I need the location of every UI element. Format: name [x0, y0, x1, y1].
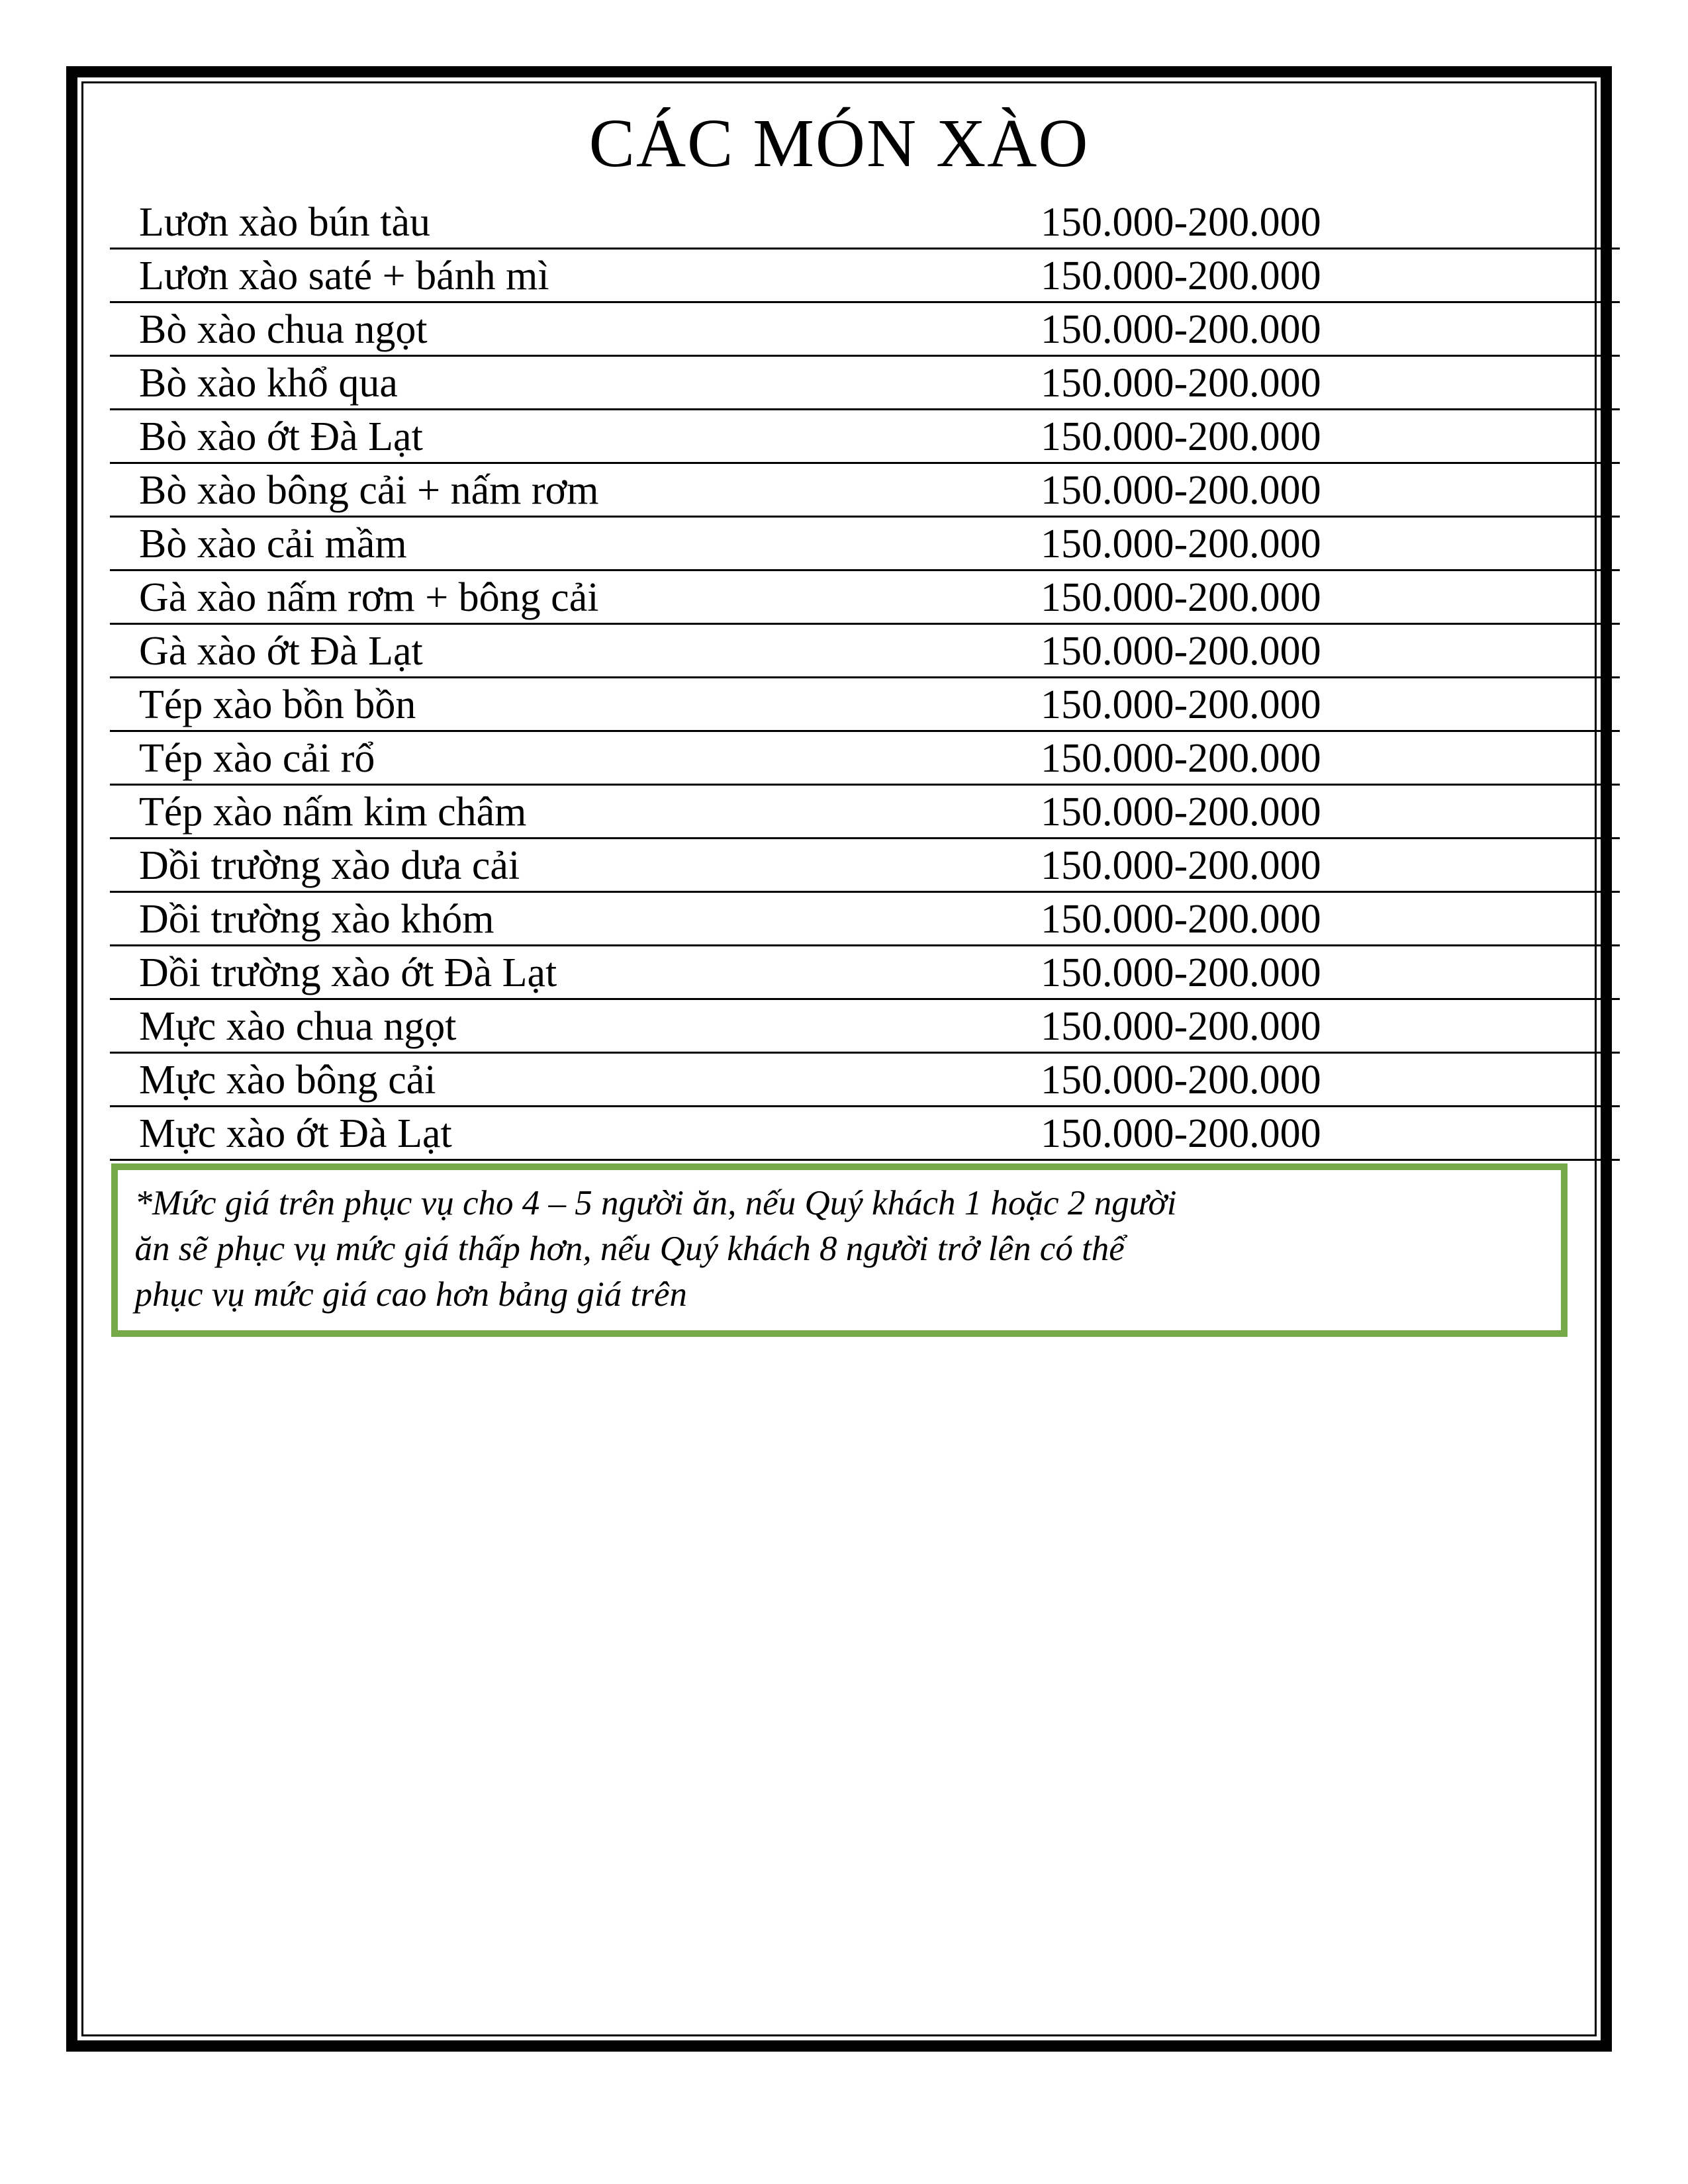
menu-row: [110, 838, 1620, 891]
menu-item-price: 150.000-200.000: [1006, 891, 1620, 945]
menu-item-name: Tép xào bồn bồn: [110, 677, 1006, 731]
menu-item-name: Tép xào nấm kim châm: [110, 784, 1006, 838]
menu-row: [110, 1052, 1620, 1106]
menu-item-price: 150.000-200.000: [1006, 516, 1620, 570]
menu-row: [110, 999, 1620, 1052]
menu-item-name: Dồi trường xào khóm: [110, 891, 1006, 945]
menu-row: [110, 195, 1620, 248]
menu-row: [110, 302, 1620, 355]
price-note-line: phục vụ mức giá cao hơn bảng giá trên: [134, 1275, 687, 1314]
menu-item-name: Bò xào bông cải + nấm rơm: [110, 463, 1006, 516]
page-title: CÁC MÓN XÀO: [588, 105, 1090, 181]
menu-content: [83, 83, 1595, 2034]
menu-table-body: [110, 195, 1620, 1160]
menu-item-name: Mực xào ớt Đà Lạt: [110, 1106, 1006, 1160]
menu-item-name: Dồi trường xào ớt Đà Lạt: [110, 945, 1006, 999]
menu-item-name: Gà xào ớt Đà Lạt: [110, 623, 1006, 677]
menu-item-price: 150.000-200.000: [1006, 248, 1620, 302]
menu-item-name: Dồi trường xào dưa cải: [110, 838, 1006, 891]
price-note-line: ăn sẽ phục vụ mức giá thấp hơn, nếu Quý khách 8 người trở lên có thể: [134, 1229, 1125, 1268]
menu-item-price: 150.000-200.000: [1006, 195, 1620, 248]
menu-row: [110, 945, 1620, 999]
menu-item-price: 150.000-200.000: [1006, 677, 1620, 731]
menu-row: [110, 784, 1620, 838]
menu-row: [110, 570, 1620, 623]
menu-item-price: 150.000-200.000: [1006, 945, 1620, 999]
price-note-box: [111, 1163, 1568, 1338]
menu-item-price: 150.000-200.000: [1006, 784, 1620, 838]
menu-row: [110, 891, 1620, 945]
menu-item-price: 150.000-200.000: [1006, 731, 1620, 784]
menu-item-price: 150.000-200.000: [1006, 570, 1620, 623]
menu-item-price: 150.000-200.000: [1006, 355, 1620, 409]
menu-item-name: Gà xào nấm rơm + bông cải: [110, 570, 1006, 623]
menu-row: [110, 731, 1620, 784]
menu-row: [110, 623, 1620, 677]
menu-item-name: Bò xào cải mầm: [110, 516, 1006, 570]
menu-item-name: Lươn xào saté + bánh mì: [110, 248, 1006, 302]
menu-row: [110, 409, 1620, 463]
menu-table: [110, 195, 1620, 1161]
menu-item-price: 150.000-200.000: [1006, 463, 1620, 516]
menu-row: [110, 463, 1620, 516]
menu-item-name: Mực xào bông cải: [110, 1052, 1006, 1106]
menu-item-price: 150.000-200.000: [1006, 999, 1620, 1052]
menu-item-name: Bò xào ớt Đà Lạt: [110, 409, 1006, 463]
menu-item-price: 150.000-200.000: [1006, 1052, 1620, 1106]
menu-row: [110, 355, 1620, 409]
menu-item-name: Mực xào chua ngọt: [110, 999, 1006, 1052]
menu-item-name: Tép xào cải rổ: [110, 731, 1006, 784]
menu-item-price: 150.000-200.000: [1006, 838, 1620, 891]
menu-item-price: 150.000-200.000: [1006, 409, 1620, 463]
menu-item-price: 150.000-200.000: [1006, 1106, 1620, 1160]
menu-item-name: Lươn xào bún tàu: [110, 195, 1006, 248]
menu-row: [110, 516, 1620, 570]
page-border-inner: [81, 81, 1597, 2036]
menu-row: [110, 677, 1620, 731]
menu-item-name: Bò xào chua ngọt: [110, 302, 1006, 355]
price-note-line: *Mức giá trên phục vụ cho 4 – 5 người ăn, nếu Quý khách 1 hoặc 2 người: [134, 1183, 1177, 1222]
menu-row: [110, 248, 1620, 302]
menu-item-price: 150.000-200.000: [1006, 623, 1620, 677]
menu-item-name: Bò xào khổ qua: [110, 355, 1006, 409]
page-border-frame: [66, 66, 1612, 2052]
price-note-text: [135, 1181, 1544, 1318]
menu-row: [110, 1106, 1620, 1160]
menu-item-price: 150.000-200.000: [1006, 302, 1620, 355]
